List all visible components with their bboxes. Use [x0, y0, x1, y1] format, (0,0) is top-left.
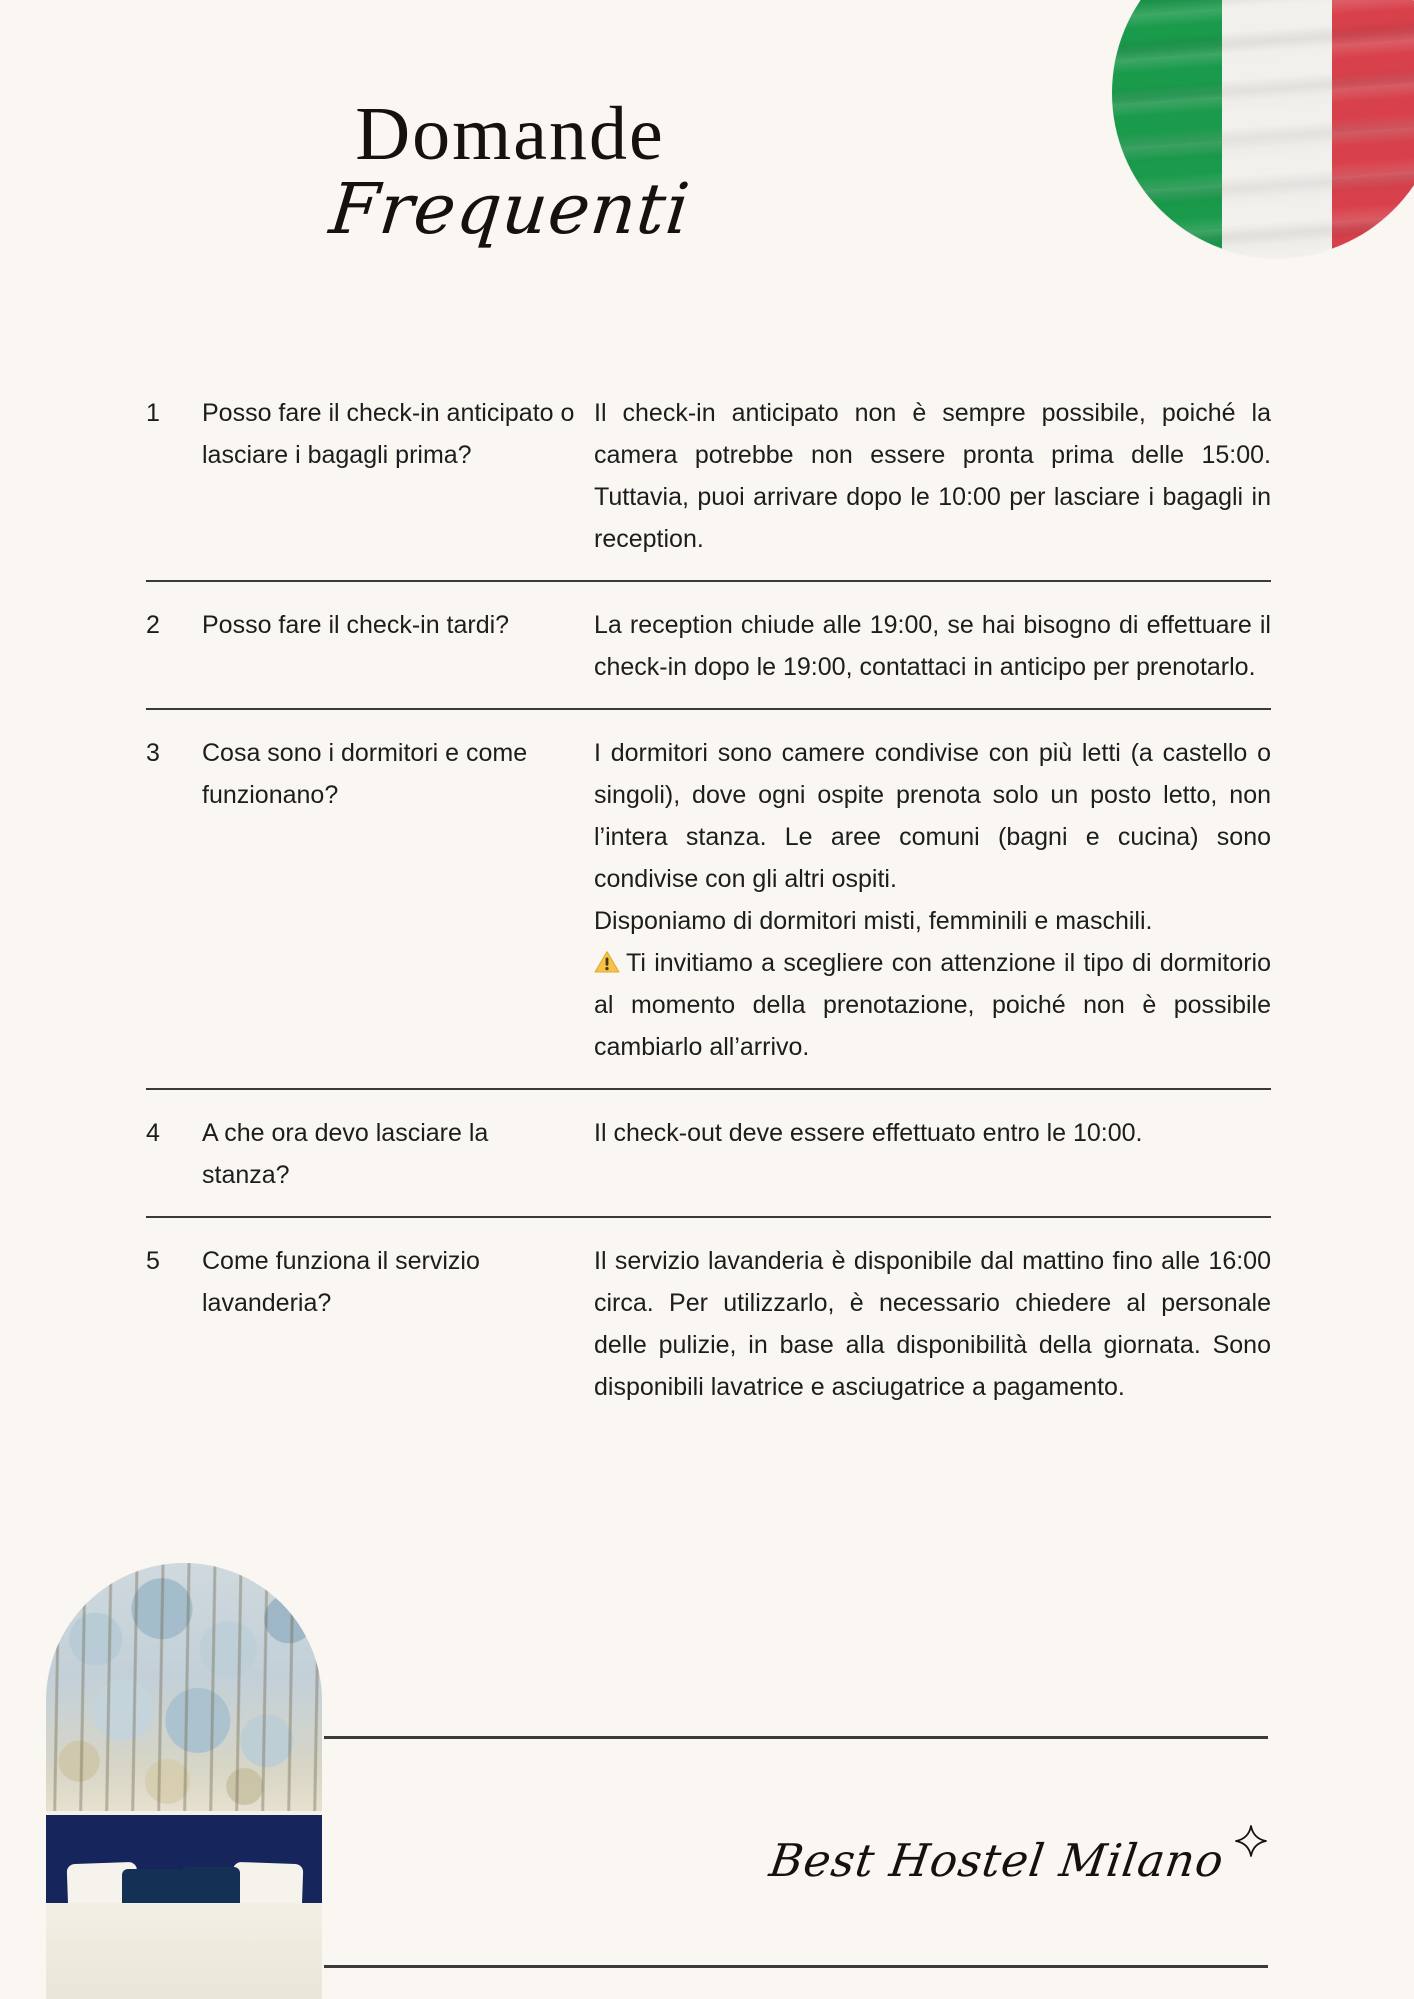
hostel-bedroom-arch-photo: [46, 1563, 322, 1999]
faq-answer-paragraph: Il servizio lavanderia è disponibile dal mattino fino alle 16:00 circa. Per utilizzarlo, è necessario chiedere al personale delle pulizie, in base alla disponibilità della giornata. Sono disponibili lavatrice e asciugatrice a pagamento.: [594, 1247, 1271, 1401]
faq-answer-paragraph: Il check-in anticipato non è sempre possibile, poiché la camera potrebbe non essere pronta prima delle 15:00. Tuttavia, puoi arrivare dopo le 10:00 per lasciare i bagagli in reception.: [594, 399, 1271, 553]
warning-icon: [594, 950, 620, 974]
faq-row: [146, 1088, 1271, 1216]
faq-question: Posso fare il check-in anticipato o lasciare i bagagli prima?: [202, 399, 575, 469]
page-title: [0, 92, 1020, 250]
faq-number: 1: [146, 399, 160, 427]
sparkle-icon: [1234, 1824, 1268, 1863]
faq-answer: [594, 604, 1271, 688]
brand-name: Best Hostel Milano: [766, 1834, 1228, 1887]
faq-answer: [594, 1240, 1271, 1408]
faq-answer-paragraph: Disponiamo di dormitori misti, femminili e maschili.: [594, 907, 1153, 935]
faq-answer-warning-text: Ti invitiamo a scegliere con attenzione il tipo di dormitorio al momento della prenotazione, poiché non è possibile cambiarlo all’arrivo.: [594, 949, 1271, 1061]
faq-row: [146, 580, 1271, 708]
faq-number: 2: [146, 611, 160, 639]
faq-number: 3: [146, 739, 160, 767]
wallpaper-tree-trunks: [46, 1563, 322, 1817]
faq-question: Posso fare il check-in tardi?: [202, 611, 510, 639]
footer-divider-top: [324, 1736, 1268, 1739]
faq-question: Come funziona il servizio lavanderia?: [202, 1247, 480, 1317]
page-title-line-1: Domande: [355, 92, 665, 176]
flag-wave-highlight: [1112, 0, 1414, 258]
faq-number: 4: [146, 1119, 160, 1147]
faq-answer-paragraph: Il check-out deve essere effettuato entro le 10:00.: [594, 1119, 1143, 1147]
faq-row: [146, 1216, 1271, 1428]
faq-answer-paragraph: I dormitori sono camere condivise con più letti (a castello o singoli), dove ogni ospite prenota solo un posto letto, non l’intera stanza. Le aree comuni (bagni e cucina) sono condivise con gli altri ospiti.: [594, 739, 1271, 893]
faq-answer-warning: [594, 942, 1271, 1068]
faq-answer: [594, 392, 1271, 560]
faq-answer-paragraph: La reception chiude alle 19:00, se hai bisogno di effettuare il check-in dopo le 19:00, contattaci in anticipo per prenotarlo.: [594, 611, 1271, 681]
footer-divider-bottom: [324, 1965, 1268, 1968]
faq-row: [146, 708, 1271, 1088]
faq-question: A che ora devo lasciare la stanza?: [202, 1119, 489, 1189]
faq-answer: [594, 1112, 1271, 1154]
faq-number: 5: [146, 1247, 160, 1275]
faq-question: Cosa sono i dormitori e come funzionano?: [202, 739, 528, 809]
italy-flag-icon: [1112, 0, 1414, 258]
faq-list: [146, 392, 1271, 1428]
bed-mattress: [46, 1903, 322, 1999]
page-title-line-2: Frequenti: [325, 168, 694, 250]
faq-answer: [594, 732, 1271, 1068]
brand-logo: [766, 1834, 1268, 1887]
faq-row: [146, 392, 1271, 580]
